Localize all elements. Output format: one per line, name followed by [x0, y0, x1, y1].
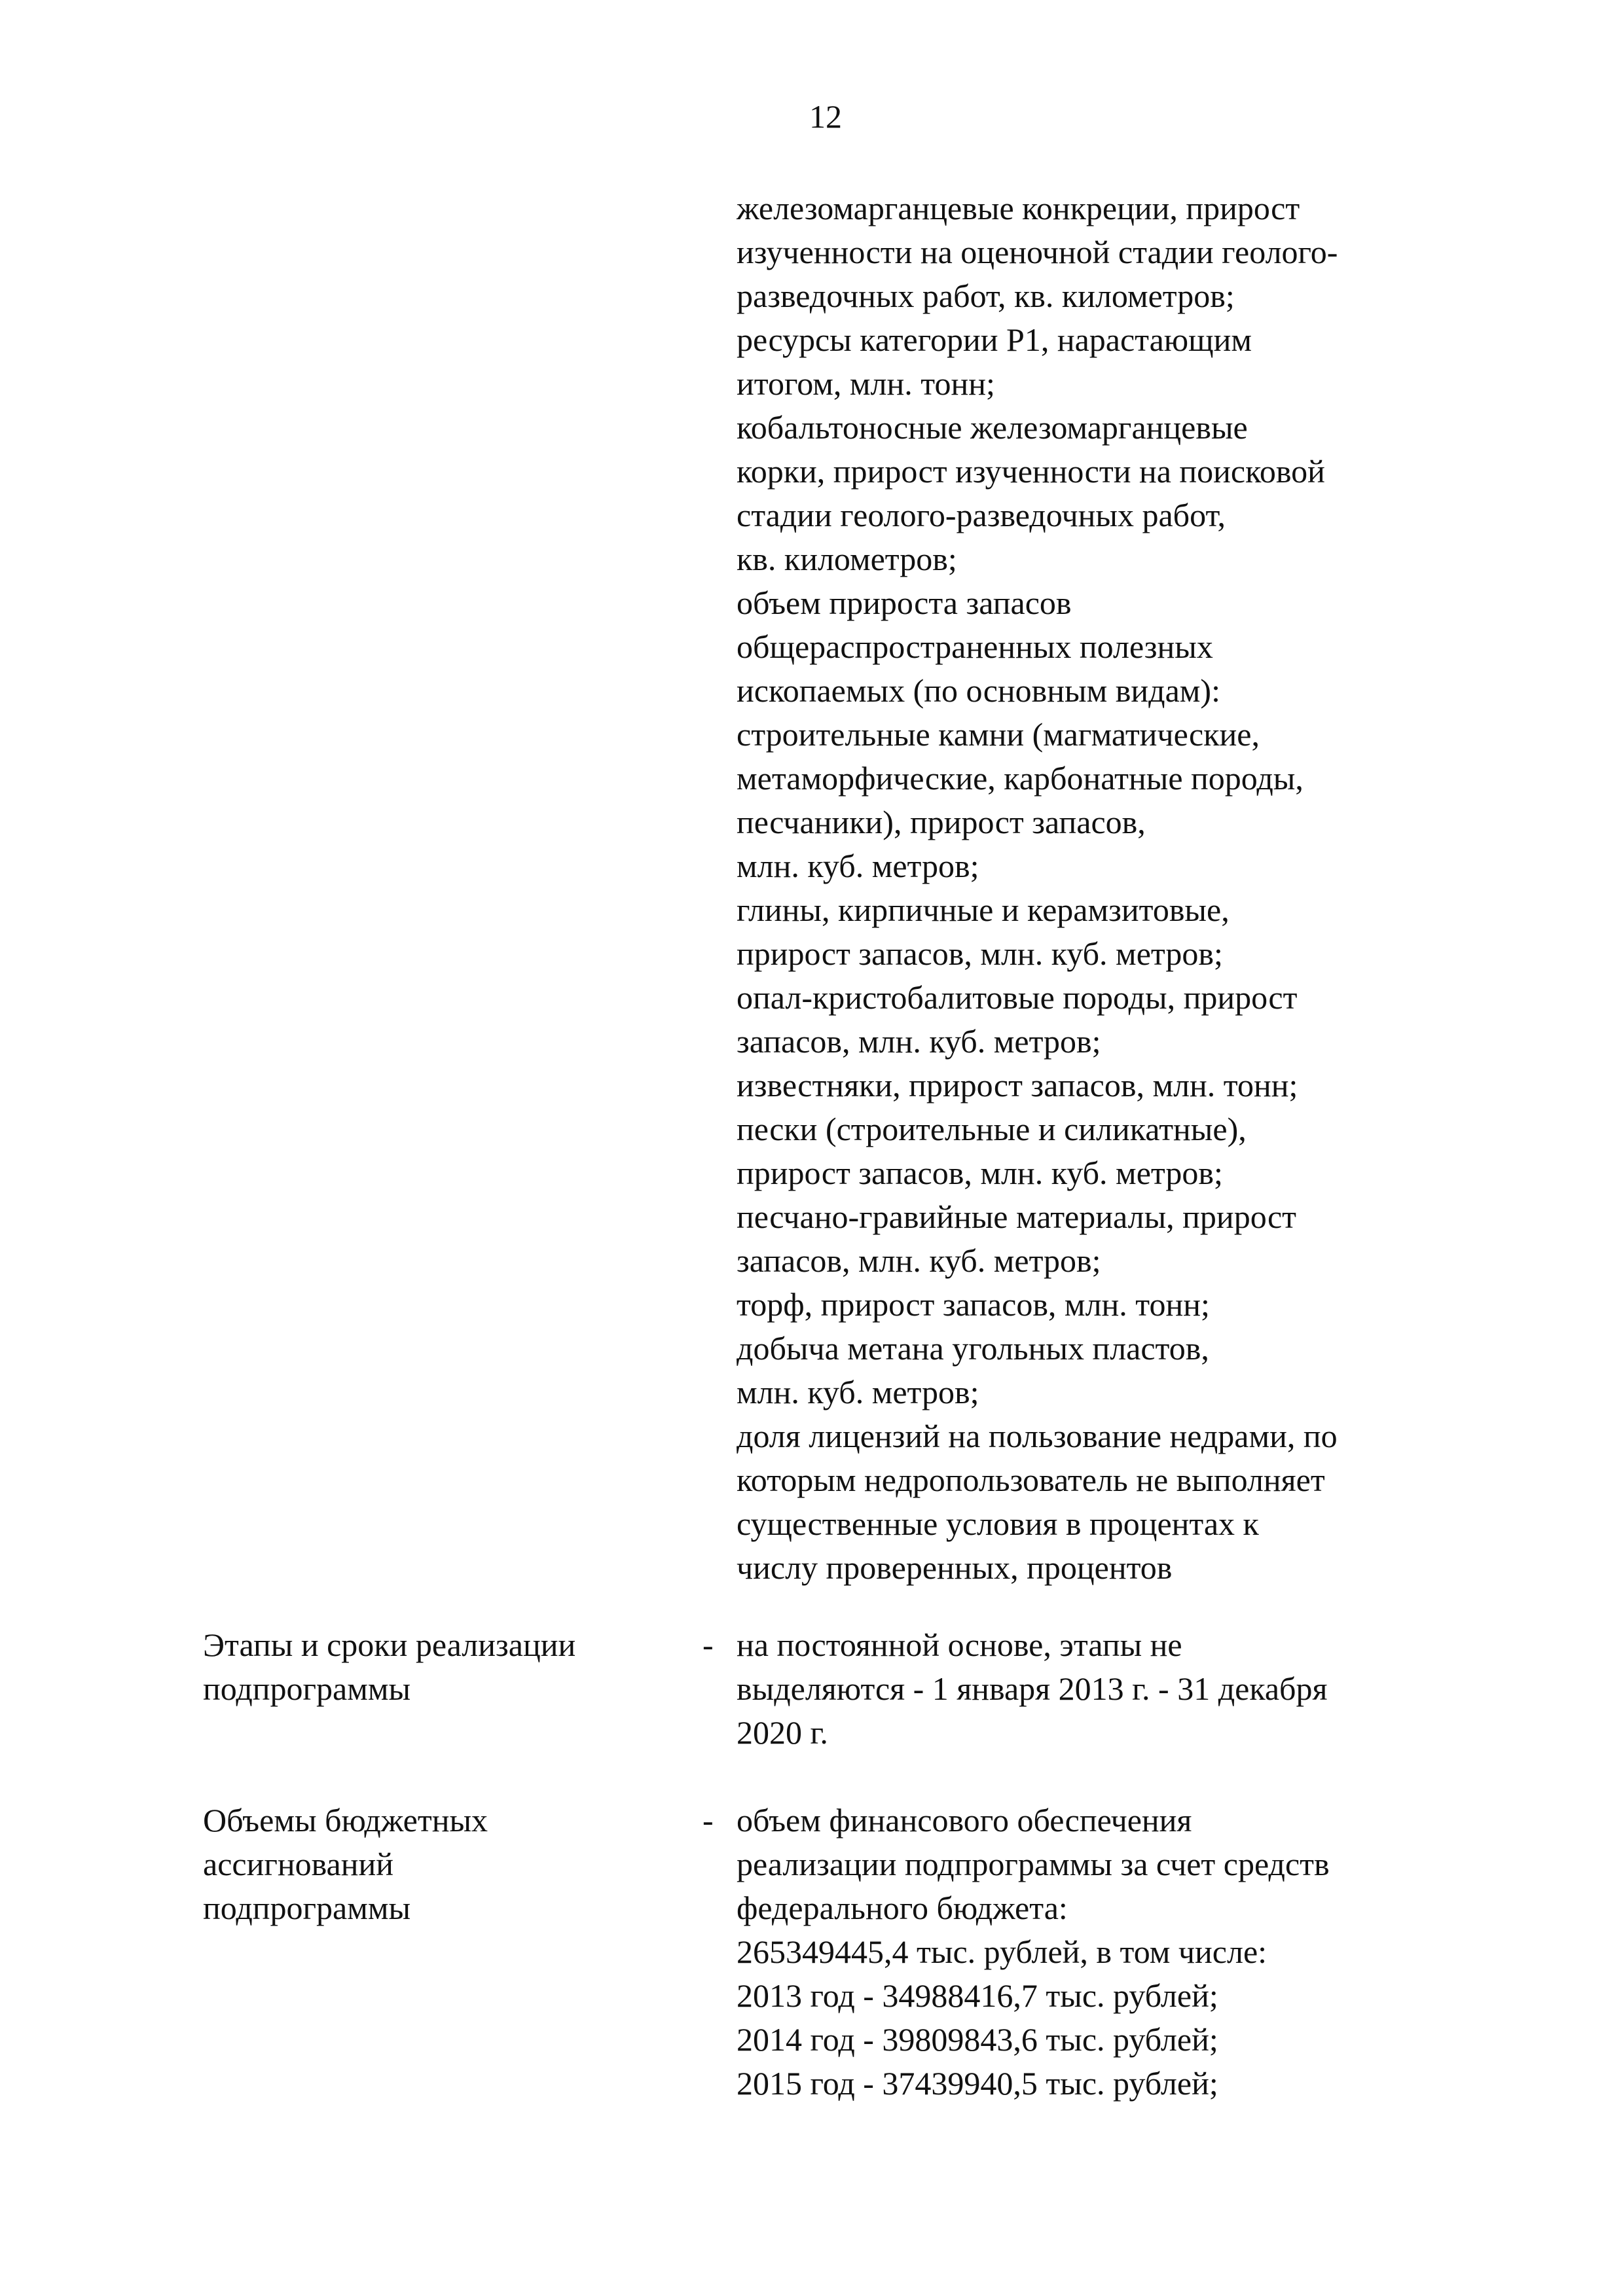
indicator-line: числу проверенных, процентов: [737, 1549, 1173, 1586]
indicator-line: объем прироста запасов: [737, 584, 1072, 621]
budget-value-line: объем финансового обеспечения: [737, 1802, 1192, 1839]
indicator-line: разведочных работ, кв. километров;: [737, 278, 1235, 314]
indicator-line: прирост запасов, млн. куб. метров;: [737, 935, 1223, 972]
indicator-line: песчаники), прирост запасов,: [737, 804, 1146, 840]
indicator-line: опал-кристобалитовые породы, прирост: [737, 979, 1298, 1016]
indicator-line: кобальтоносные железомарганцевые: [737, 409, 1248, 446]
indicators-list: [737, 187, 1470, 1590]
indicator-line: изученности на оценочной стадии геолого-: [737, 234, 1338, 270]
indicator-line: ископаемых (по основным видам):: [737, 672, 1220, 709]
budget-label-line: Объемы бюджетных: [203, 1802, 488, 1839]
budget-value-line: федерального бюджета:: [737, 1890, 1068, 1926]
indicator-line: торф, прирост запасов, млн. тонн;: [737, 1286, 1210, 1323]
indicator-line: млн. куб. метров;: [737, 1374, 979, 1410]
budget-value: [737, 1799, 1470, 2106]
indicator-line: ресурсы категории Р1, нарастающим: [737, 321, 1252, 358]
stages-label-line: Этапы и сроки реализации: [203, 1626, 576, 1663]
indicator-line: итогом, млн. тонн;: [737, 365, 995, 402]
indicator-line: строительные камни (магматические,: [737, 716, 1260, 753]
indicator-line: стадии геолого-разведочных работ,: [737, 497, 1226, 533]
budget-label-line: подпрограммы: [203, 1890, 411, 1926]
indicator-line: корки, прирост изученности на поисковой: [737, 453, 1325, 490]
indicator-line: глины, кирпичные и керамзитовые,: [737, 891, 1230, 928]
stages-value-line: на постоянной основе, этапы не: [737, 1626, 1182, 1663]
indicator-line: добыча метана угольных пластов,: [737, 1330, 1209, 1367]
stages-label-line: подпрограммы: [203, 1670, 411, 1707]
indicator-line: млн. куб. метров;: [737, 848, 979, 884]
budget-value-line: 265349445,4 тыс. рублей, в том числе:: [737, 1933, 1267, 1970]
indicator-line: песчано-гравийные материалы, прирост: [737, 1198, 1296, 1235]
stages-value-line: 2020 г.: [737, 1714, 828, 1751]
budget-value-line: реализации подпрограммы за счет средств: [737, 1846, 1330, 1882]
indicator-line: общераспространенных полезных: [737, 628, 1213, 665]
indicator-line: метаморфические, карбонатные породы,: [737, 760, 1304, 797]
budget-label: [203, 1799, 674, 1930]
budget-label-line: ассигнований: [203, 1846, 394, 1882]
indicator-line: которым недропользователь не выполняет: [737, 1462, 1325, 1498]
stages-value: [737, 1623, 1470, 1755]
budget-value-line: 2013 год - 34988416,7 тыс. рублей;: [737, 1977, 1218, 2014]
budget-value-line: 2014 год - 39809843,6 тыс. рублей;: [737, 2021, 1218, 2058]
indicator-line: железомарганцевые конкреции, прирост: [737, 190, 1300, 226]
stages-label: [203, 1623, 674, 1711]
indicator-line: кв. километров;: [737, 541, 957, 577]
budget-value-line: 2015 год - 37439940,5 тыс. рублей;: [737, 2065, 1218, 2102]
indicator-line: запасов, млн. куб. метров;: [737, 1023, 1101, 1060]
stages-value-line: выделяются - 1 января 2013 г. - 31 декабря: [737, 1670, 1328, 1707]
indicator-line: прирост запасов, млн. куб. метров;: [737, 1155, 1223, 1191]
indicator-line: запасов, млн. куб. метров;: [737, 1242, 1101, 1279]
page-number: 12: [809, 98, 842, 135]
indicator-line: известняки, прирост запасов, млн. тонн;: [737, 1067, 1298, 1103]
indicator-line: существенные условия в процентах к: [737, 1505, 1259, 1542]
stages-dash: -: [702, 1626, 714, 1663]
indicator-line: пески (строительные и силикатные),: [737, 1111, 1247, 1147]
indicator-line: доля лицензий на пользование недрами, по: [737, 1418, 1338, 1454]
budget-dash: -: [702, 1802, 714, 1839]
